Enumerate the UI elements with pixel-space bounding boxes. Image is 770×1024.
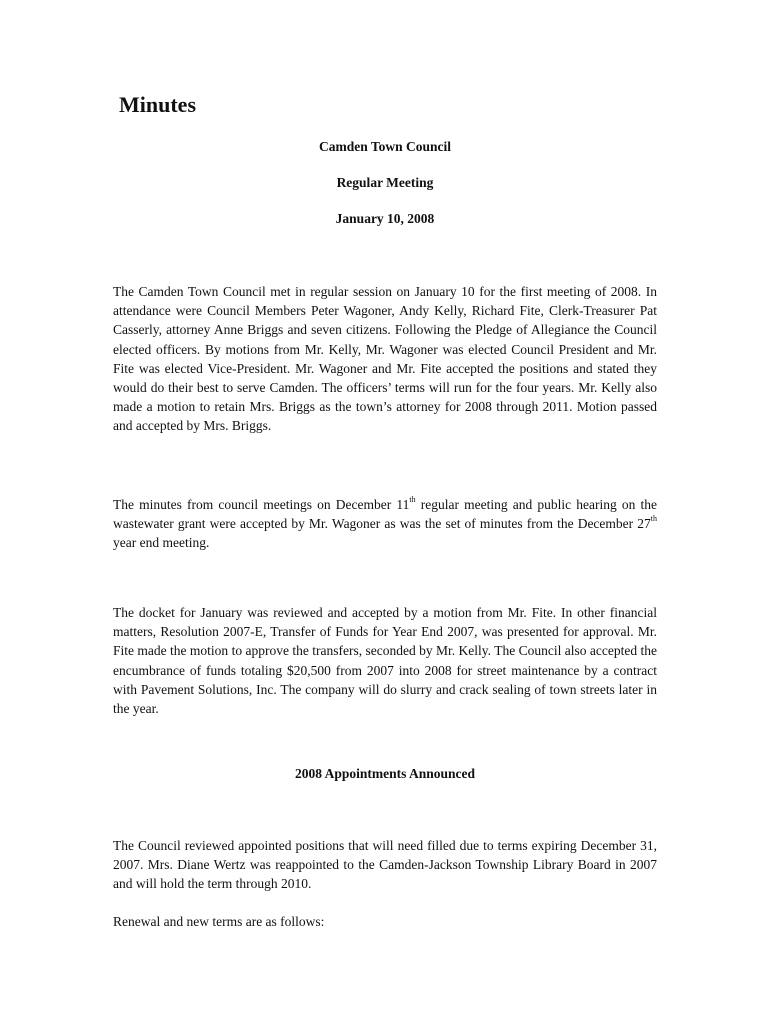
document-title: Minutes (119, 92, 196, 117)
section-heading-appointments: 2008 Appointments Announced (294, 766, 476, 781)
minutes-text-part3: year end meeting. (113, 535, 210, 551)
ordinal-suffix-2: th (650, 514, 657, 524)
meeting-date-heading: January 10, 2008 (335, 211, 435, 226)
minutes-text-part1: The minutes from council meetings on December 11 (113, 497, 410, 512)
paragraph-session-officers: The Camden Town Council met in regular session on January 10 for the first meeting of 2008. In attendance were Council Members Peter Wagoner, Andy Kelly, Richard Fite, Clerk-Treasurer Pat Casserly, attorney Anne Briggs and seven citizens. Following the Pledge of Allegiance the Council elected officers. By motions from Mr. Kelly, Mr. Wagoner was elected Council President and Mr. Fite was elected Vice-President. Mr. Wagoner and Mr. Fite accepted the positions and stated they would do their best to serve Camden. The officers’ terms will run for the four years. Mr. Kelly also made a motion to retain Mrs. Briggs as the town’s attorney for 2008 through 2011. Motion passed and accepted by Mrs. Briggs. (113, 284, 657, 434)
paragraph-docket-finance: The docket for January was reviewed and accepted by a motion from Mr. Fite. In other financial matters, Resolution 2007-E, Transfer of Funds for Year End 2007, was presented for approval. Mr. Fite made the motion to approve the transfers, seconded by Mr. Kelly. The Council also accepted the encumbrance of funds totaling $20,500 from 2007 into 2008 for street maintenance by a contract with Pavement Solutions, Inc. The company will do slurry and crack sealing of town streets later in the year. (113, 605, 657, 717)
paragraph-appointments: The Council reviewed appointed positions that will need filled due to terms expiring December 31, 2007. Mrs. Diane Wertz was reappointed to the Camden-Jackson Township Library Board in 2007 and will hold the term through 2010. (113, 838, 657, 892)
organization-heading: Camden Town Council (318, 139, 452, 154)
minutes-text-part2: regular meeting and public hearing on the wastewater grant were accepted by Mr. Wagoner as was the set of minutes from the December 27 (113, 497, 658, 532)
paragraph-renewal-terms: Renewal and new terms are as follows: (113, 914, 325, 929)
meeting-type-heading: Regular Meeting (336, 175, 434, 190)
ordinal-suffix-1: th (409, 495, 416, 504)
paragraph-minutes-accepted (113, 495, 657, 553)
